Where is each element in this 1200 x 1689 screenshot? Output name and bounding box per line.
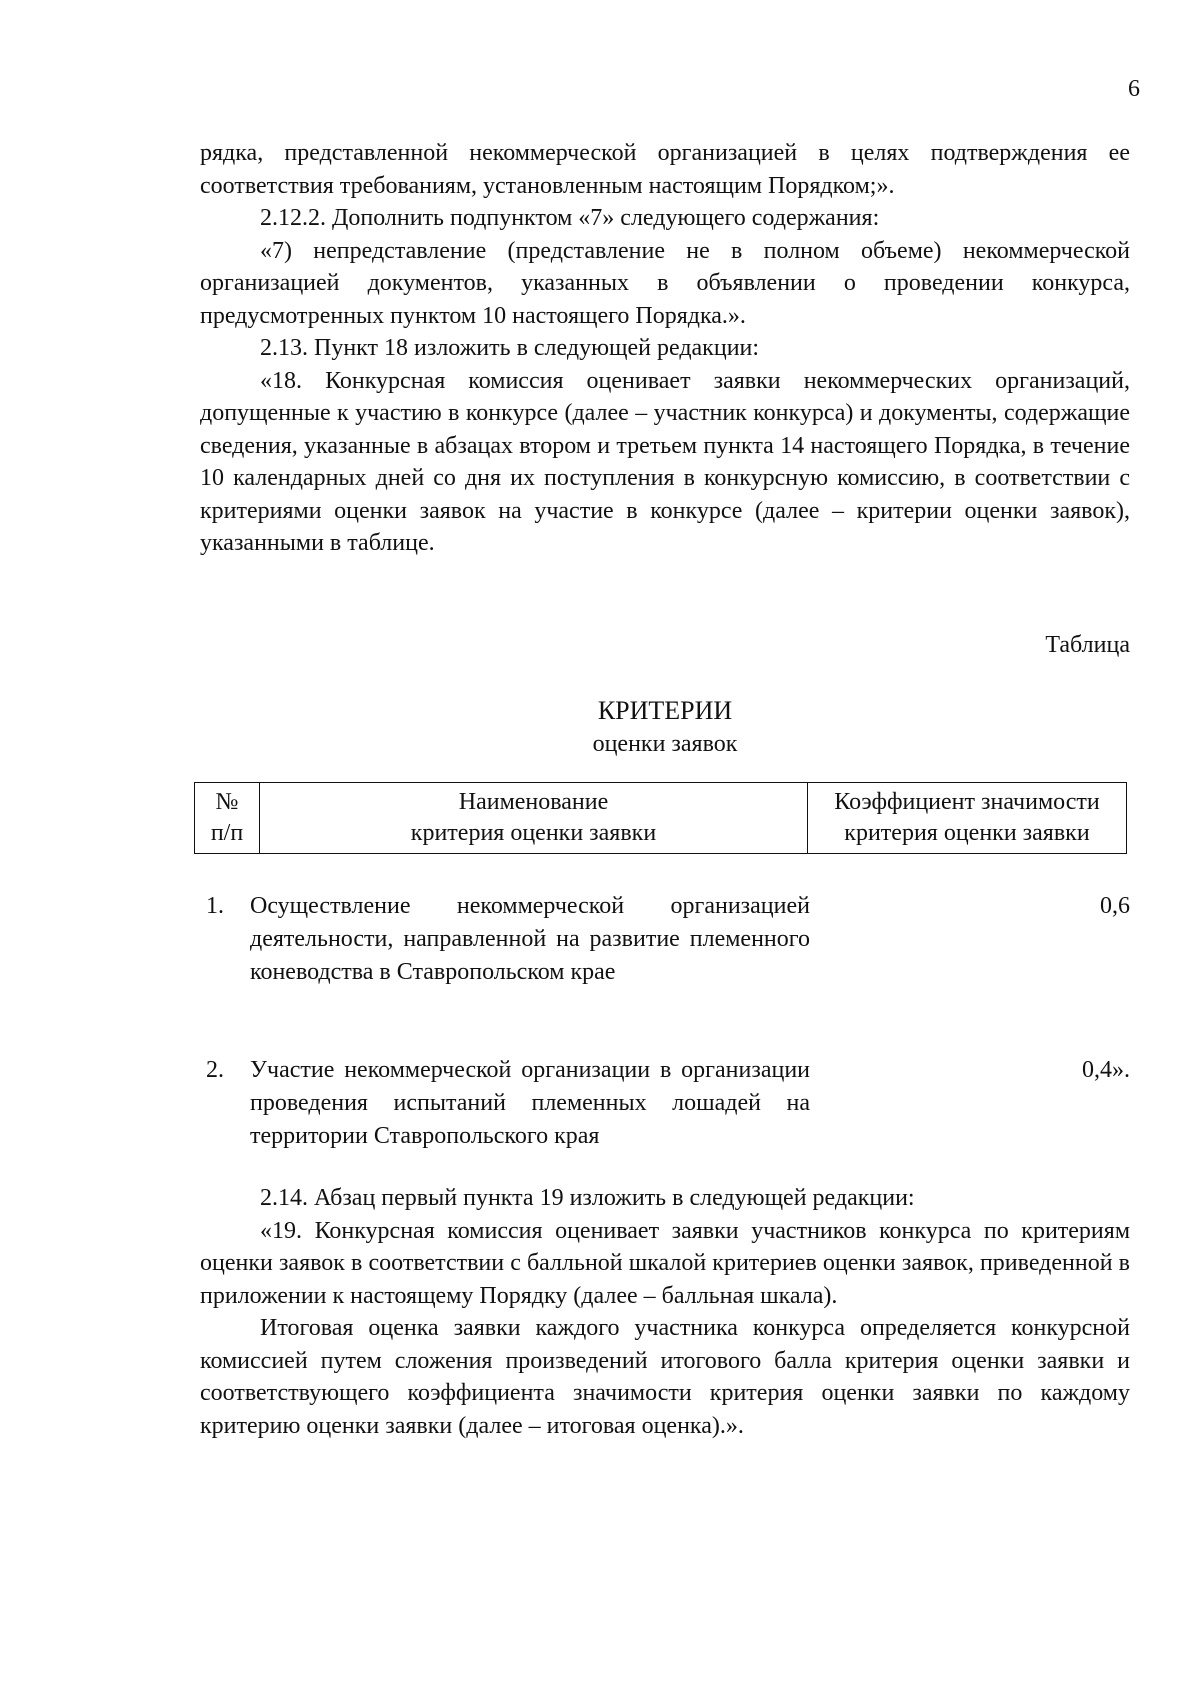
table-header-row — [195, 783, 1127, 854]
row-coefficient: 0,6 — [1100, 893, 1130, 919]
table-title-sub: оценки заявок — [592, 731, 738, 757]
intro-text — [200, 137, 1130, 560]
row-criterion-name: Осуществление некоммерческой организацией деятельности, направленной на развитие племенного коневодства в Ставропольском крае — [250, 893, 810, 985]
table-title-main: КРИТЕРИИ — [597, 696, 733, 725]
header-criterion-name — [260, 783, 808, 854]
table-title — [420, 694, 910, 760]
paragraph: «7) непредставление (представление не в полном объеме) некоммерческой организацией документов, указанных в объявлении о проведении конкурса, предусмотренных пунктом 10 настоящего Порядка.». — [200, 237, 1130, 329]
header-name-line1: Наименование — [458, 789, 609, 815]
header-number — [195, 783, 260, 854]
table-label: Таблица — [1045, 632, 1130, 658]
paragraph: «18. Конкурсная комиссия оценивает заявки некоммерческих организаций, допущенные к участию в конкурсе (далее – участник конкурса) и документы, содержащие сведения, указанные в абзацах втором и третьем пункта 14 настоящего Порядка, в течение 10 календарных дней со дня их поступления в конкурсную комиссию, в соответствии с критериями оценки заявок на участие в конкурсе (далее – критерии оценки заявок), указанными в таблице. — [200, 367, 1130, 556]
header-number-line1: № — [215, 789, 239, 815]
criteria-table — [194, 782, 1127, 854]
paragraph: Итоговая оценка заявки каждого участника конкурса определяется конкурсной комиссией путем сложения произведений итогового балла критерия оценки заявки и соответствующего коэффициента значимости критерия оценки заявки по каждому критерию оценки заявки (далее – итоговая оценка).». — [200, 1315, 1130, 1439]
header-number-line2: п/п — [210, 820, 244, 846]
row-coefficient: 0,4». — [1082, 1057, 1130, 1083]
closing-text — [200, 1182, 1130, 1442]
header-name-line2: критерия оценки заявки — [410, 820, 657, 846]
header-coef-line1: Коэффициент значимости — [834, 789, 1100, 815]
page-number: 6 — [1128, 76, 1140, 102]
row-number: 2. — [206, 1057, 224, 1083]
row-criterion-name: Участие некоммерческой организации в организации проведения испытаний племенных лошадей на территории Ставропольского края — [250, 1057, 810, 1149]
paragraph: «19. Конкурсная комиссия оценивает заявки участников конкурса по критериям оценки заявок в соответствии с балльной шкалой критериев оценки заявок, приведенной в приложении к настоящему Порядку (далее – балльная шкала). — [200, 1217, 1130, 1309]
paragraph: 2.14. Абзац первый пункта 19 изложить в следующей редакции: — [260, 1185, 915, 1211]
header-coefficient — [808, 783, 1127, 854]
header-coef-line2: критерия оценки заявки — [844, 820, 1090, 846]
paragraph: 2.13. Пункт 18 изложить в следующей редакции: — [260, 335, 760, 361]
paragraph: 2.12.2. Дополнить подпунктом «7» следующего содержания: — [260, 205, 880, 231]
paragraph: рядка, представленной некоммерческой организацией в целях подтверждения ее соответствия требованиям, установленным настоящим Порядком;». — [200, 140, 1130, 199]
row-number: 1. — [206, 893, 224, 919]
